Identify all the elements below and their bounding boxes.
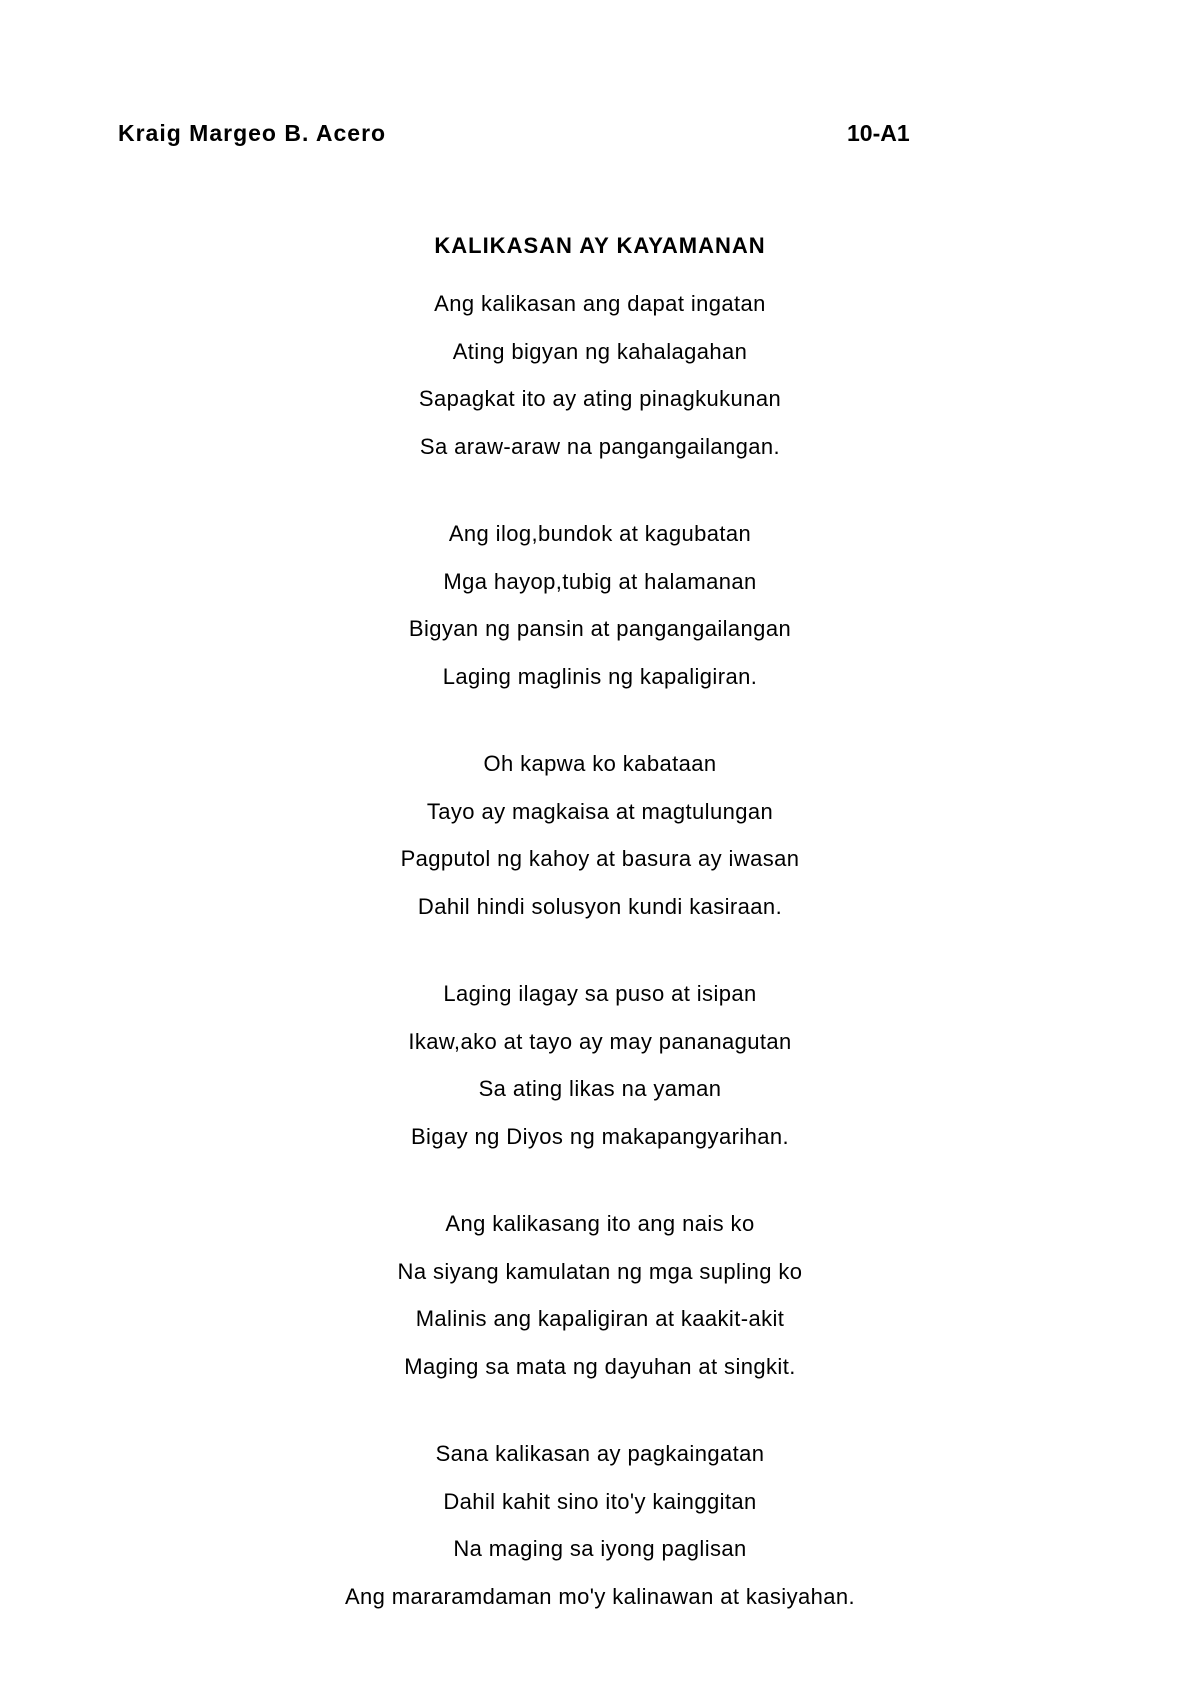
poem-line: Laging maglinis ng kapaligiran. — [442, 663, 758, 689]
poem-line: Maging sa mata ng dayuhan at singkit. — [404, 1353, 796, 1379]
stanza-6 — [0, 1430, 1200, 1620]
poem-line: Mga hayop,tubig at halamanan — [443, 568, 757, 594]
stanza-5 — [0, 1200, 1200, 1390]
class-section: 10-A1 — [847, 120, 910, 146]
poem-line: Sa araw-araw na pangangailangan. — [419, 433, 781, 459]
stanza-3 — [0, 740, 1200, 930]
author-name: Kraig Margeo B. Acero — [118, 120, 387, 146]
poem — [0, 231, 1200, 1660]
poem-line: Oh kapwa ko kabataan — [483, 751, 717, 776]
poem-line: Ang kalikasan ang dapat ingatan — [434, 291, 766, 316]
stanza-2 — [0, 510, 1200, 700]
poem-line: Na maging sa iyong paglisan — [453, 1536, 747, 1561]
poem-line: Sa ating likas na yaman — [478, 1076, 722, 1101]
stanza-4 — [0, 970, 1200, 1160]
poem-line: Ating bigyan ng kahalagahan — [452, 338, 748, 364]
poem-line: Laging ilagay sa puso at isipan — [443, 981, 757, 1006]
poem-line: Ang ilog,bundok at kagubatan — [448, 521, 752, 546]
poem-line: Sana kalikasan ay pagkaingatan — [435, 1441, 765, 1466]
poem-line: Ikaw,ako at tayo ay may pananagutan — [408, 1028, 792, 1054]
poem-line: Bigay ng Diyos ng makapangyarihan. — [410, 1123, 790, 1149]
poem-line: Pagputol ng kahoy at basura ay iwasan — [400, 846, 800, 871]
stanza-1 — [0, 280, 1200, 470]
poem-line: Dahil kahit sino ito'y kainggitan — [443, 1488, 757, 1514]
poem-line: Ang kalikasang ito ang nais ko — [445, 1211, 755, 1236]
poem-line: Dahil hindi solusyon kundi kasiraan. — [417, 893, 783, 919]
poem-line: Bigyan ng pansin at pangangailangan — [408, 616, 792, 641]
poem-line: Na siyang kamulatan ng mga supling ko — [397, 1258, 803, 1284]
poem-line: Malinis ang kapaligiran at kaakit-akit — [415, 1306, 785, 1331]
poem-line: Sapagkat ito ay ating pinagkukunan — [418, 386, 782, 411]
poem-line: Ang mararamdaman mo'y kalinawan at kasiyahan. — [344, 1583, 856, 1609]
poem-line: Tayo ay magkaisa at magtulungan — [426, 798, 774, 824]
poem-title: KALIKASAN AY KAYAMANAN — [434, 233, 766, 258]
